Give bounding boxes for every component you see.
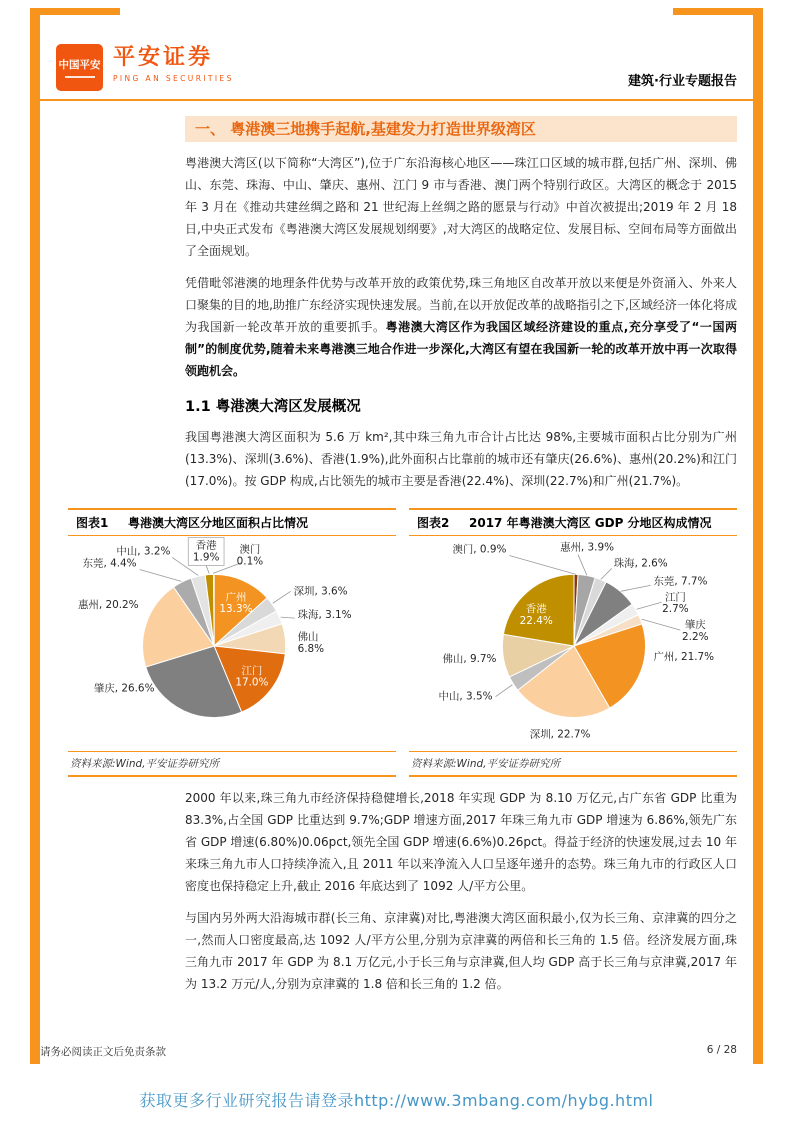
label-leader-line bbox=[637, 602, 662, 609]
figures-row bbox=[68, 508, 737, 777]
figure-1-plot bbox=[68, 536, 396, 751]
report-body bbox=[40, 114, 753, 1040]
section-title-banner: 一、 粤港澳三地携手起航,基建发力打造世界级湾区 bbox=[185, 116, 737, 142]
figure-1-source: 资料来源:Wind,平安证券研究所 bbox=[68, 751, 396, 777]
figure-2 bbox=[409, 508, 737, 777]
pie-label-中山: 中山, 3.2% bbox=[116, 545, 171, 558]
paragraph-economy: 2000 年以来,珠三角九市经济保持稳健增长,2018 年实现 GDP 为 8.10 万亿元,占广东省 GDP 比重为 83.3%,占全国 GDP 比重达到 9.7%;GDP 增速方面,2017 年珠三角九市 GDP 增速为 6.86%,领先广东省 GDP 增速(6.80%)0.06pct,领先全国 GDP 增速(6.6%)0.26pct。得益于经济的快速发展,过去 10 年来珠三角九市人口持续净流入,且 2011 年以来净流入人口呈逐年递升的态势。珠三角九市的行政区人口密度也保持稳定上升,截止 2016 年底达到了 1092 人/平方公里。 bbox=[185, 791, 737, 893]
figure-1-label: 图表1 bbox=[76, 516, 109, 530]
pie-label-澳门: 澳门, 0.9% bbox=[452, 543, 507, 556]
pie-label-佛山: 佛山 6.8% bbox=[297, 631, 325, 655]
pie-label-深圳: 深圳, 22.7% bbox=[529, 728, 591, 741]
figure-2-plot bbox=[409, 536, 737, 751]
label-leader-line bbox=[273, 591, 291, 603]
pie-label-东莞: 东莞, 4.4% bbox=[82, 557, 137, 570]
pie-label-珠海: 珠海, 2.6% bbox=[613, 557, 668, 570]
pie-label-江门: 江门 17.0% bbox=[235, 664, 269, 689]
pie-label-广州: 广州, 21.7% bbox=[653, 650, 715, 663]
pie-label-肇庆: 肇庆, 26.6% bbox=[93, 682, 155, 695]
page-number: 6 / 28 bbox=[706, 1044, 737, 1056]
frame-top-left-bar bbox=[30, 8, 120, 15]
figure-2-label: 图表2 bbox=[417, 516, 450, 530]
pie-label-中山: 中山, 3.5% bbox=[438, 690, 493, 703]
report-type-label: 建筑·行业专题报告 bbox=[628, 74, 737, 89]
pie-label-澳门: 澳门 0.1% bbox=[236, 543, 264, 568]
paragraph-comparison: 与国内另外两大沿海城市群(长三角、京津冀)对比,粤港澳大湾区面积最小,仅为长三角、京津冀的四分之一,然而人口密度最高,达 1092 人/平方公里,分别为京津冀的两倍和长三角的 1.5 倍。经济发展方面,珠三角九市 2017 年 GDP 为 8.1 万亿元,小于长三角与京津冀,但人均 GDP 高于长三角与京津冀,2017 年为 13.2 万元/人,分别为京津冀的 1.8 倍和长三角的 1.2 倍。 bbox=[185, 911, 737, 991]
paragraph-intro: 粤港澳大湾区(以下简称“大湾区”),位于广东沿海核心地区——珠江口区域的城市群,包括广州、深圳、佛山、东莞、珠海、中山、肇庆、惠州、江门 9 市与香港、澳门两个特别行政区。大湾区的概念于 2015 年 3 月在《推动共建丝绸之路和 21 世纪海上丝绸之路的愿景与行动》中首次被提出;2019 年 2 月 18 日,中央正式发布《粤港澳大湾区发展规划纲要》,对大湾区的战略定位、发展目标、空间布局等方面做出了全面规划。 bbox=[185, 156, 737, 258]
label-leader-line bbox=[495, 685, 512, 697]
pie-label-香港: 香港 22.4% bbox=[519, 603, 553, 628]
label-leader-line bbox=[140, 569, 182, 581]
bottom-banner bbox=[0, 1088, 793, 1111]
header-divider bbox=[40, 99, 753, 101]
page-footer bbox=[40, 1044, 753, 1059]
figure-1 bbox=[68, 508, 396, 777]
subsection-heading: 1.1 粤港澳大湾区发展概况 bbox=[185, 399, 361, 415]
paragraph-policy bbox=[185, 272, 737, 382]
pie-label-江门: 江门 2.7% bbox=[662, 591, 689, 616]
footer-disclaimer: 请务必阅读正文后免责条款 bbox=[40, 1046, 166, 1058]
report-download-link[interactable]: 获取更多行业研究报告请登录http://www.3mbang.com/hybg.html bbox=[139, 1091, 654, 1110]
brand-name: 平安证券 bbox=[113, 45, 214, 70]
pingan-logo-text: 中国平安 bbox=[58, 59, 101, 71]
label-leader-line bbox=[642, 619, 681, 630]
frame-right-bar bbox=[753, 8, 763, 1064]
paragraph-policy-text: 凭借毗邻港澳的地理条件优势与改革开放的政策优势,珠三角地区自改革开放以来便是外资涌入、外来人口聚集的目的地,助推广东经济实现快速发展。当前,在以开放促改革的战略指引之下,区域经济一体化将成为我国新一轮改革开放的重要抓手。 bbox=[185, 276, 737, 334]
pie-label-东莞: 东莞, 7.7% bbox=[653, 575, 708, 588]
pingan-logo bbox=[56, 44, 103, 91]
label-leader-line bbox=[578, 555, 587, 576]
pie-label-深圳: 深圳, 3.6% bbox=[293, 585, 348, 598]
paragraph-policy-bold: 粤港澳大湾区作为我国区域经济建设的重点,充分享受了“一国两制”的制度优势,随着未来粤港澳三地合作进一步深化,大湾区有望在我国新一轮的改革开放中再一次取得领跑机会。 bbox=[185, 320, 737, 378]
pie-chart-gdp-share bbox=[409, 536, 737, 751]
pie-label-惠州: 惠州, 20.2% bbox=[77, 599, 139, 612]
pingan-logo-caption-bar bbox=[65, 76, 95, 78]
label-leader-line bbox=[509, 556, 576, 575]
pie-label-广州: 广州 13.3% bbox=[219, 591, 253, 616]
label-leader-line bbox=[621, 585, 651, 591]
figure-2-title: 2017 年粤港澳大湾区 GDP 分地区构成情况 bbox=[469, 516, 712, 530]
frame-top-right-bar bbox=[673, 8, 763, 15]
paragraph-area-gdp: 我国粤港澳大湾区面积为 5.6 万 km²,其中珠三角九市合计占比达 98%,主要城市面积占比分别为广州(13.3%)、深圳(3.6%)、香港(1.9%),此外面积占比靠前的城市还有肇庆(26.6%)、惠州(20.2%)和江门(17.0%)。按 GDP 构成,占比领先的城市主要是香港(22.4%)、深圳(22.7%)和广州(21.7%)。 bbox=[185, 430, 737, 488]
pie-label-惠州: 惠州, 3.9% bbox=[560, 541, 615, 554]
label-leader-line bbox=[601, 568, 612, 579]
pie-label-香港: 香港 1.9% bbox=[192, 539, 220, 564]
frame-left-bar bbox=[30, 8, 40, 1064]
pie-chart-area-share bbox=[68, 536, 396, 751]
figure-1-header bbox=[68, 508, 396, 536]
figure-2-source: 资料来源:Wind,平安证券研究所 bbox=[409, 751, 737, 777]
figure-1-title: 粤港澳大湾区分地区面积占比情况 bbox=[128, 516, 309, 530]
brand-subtitle: PING AN SECURITIES bbox=[113, 74, 234, 83]
label-leader-line bbox=[281, 617, 295, 618]
pie-label-珠海: 珠海, 3.1% bbox=[297, 609, 352, 622]
pie-label-肇庆: 肇庆 2.2% bbox=[682, 619, 709, 644]
report-header bbox=[56, 44, 737, 91]
brand-block bbox=[113, 44, 234, 83]
label-leader-line bbox=[206, 565, 209, 573]
pie-label-佛山: 佛山, 9.7% bbox=[442, 652, 497, 665]
figure-2-header bbox=[409, 508, 737, 536]
